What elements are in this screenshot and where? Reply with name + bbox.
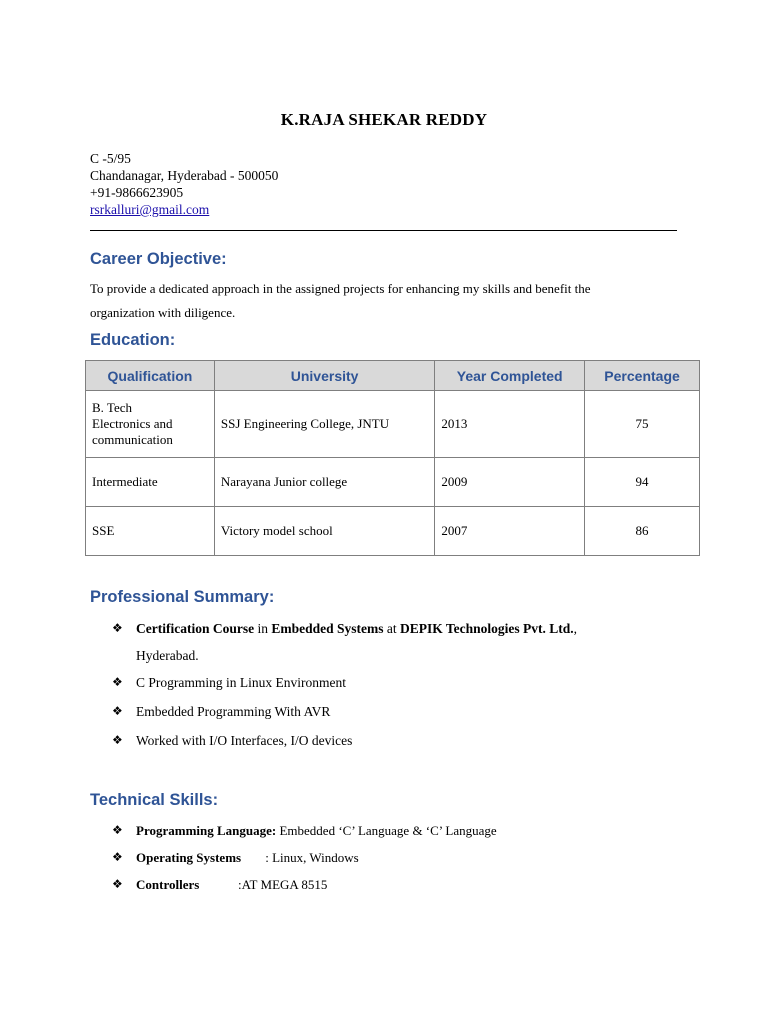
list-item xyxy=(112,844,497,871)
cell-year: 2007 xyxy=(435,507,585,556)
qualification-line: B. Tech xyxy=(92,400,133,415)
career-objective-heading: Career Objective: xyxy=(90,250,227,268)
table-header-row xyxy=(86,361,700,391)
cell-qualification: Intermediate xyxy=(86,458,215,507)
skill-value: :AT MEGA 8515 xyxy=(238,877,328,892)
contact-block xyxy=(90,150,278,218)
cell-year: 2009 xyxy=(435,458,585,507)
email-link[interactable]: rsrkalluri@gmail.com xyxy=(90,202,210,217)
skill-value: : Linux, Windows xyxy=(262,850,359,865)
professional-summary-heading: Professional Summary: xyxy=(90,588,275,606)
text-fragment: at xyxy=(383,621,400,636)
diamond-bullet-icon: ❖ xyxy=(112,704,123,718)
education-heading: Education: xyxy=(90,331,176,349)
cell-percentage: 75 xyxy=(585,391,700,458)
technical-skills-list xyxy=(112,817,497,898)
address-line-1: C -5/95 xyxy=(90,151,131,166)
list-item xyxy=(112,817,497,844)
embedded-systems-label: Embedded Systems xyxy=(271,621,384,636)
skill-label: Controllers xyxy=(136,877,200,892)
list-item xyxy=(112,697,577,726)
cell-year: 2013 xyxy=(435,391,585,458)
address-line-2: Chandanagar, Hyderabad - 500050 xyxy=(90,168,279,183)
summary-item-text: C Programming in Linux Environment xyxy=(136,675,346,690)
diamond-bullet-icon: ❖ xyxy=(112,621,123,635)
table-row xyxy=(86,458,700,507)
cell-university: SSJ Engineering College, JNTU xyxy=(214,391,434,458)
cell-university: Victory model school xyxy=(214,507,434,556)
career-objective-line-1: To provide a dedicated approach in the assigned projects for enhancing my skills and benefit the xyxy=(90,281,591,296)
cell-percentage: 86 xyxy=(585,507,700,556)
cell-percentage: 94 xyxy=(585,458,700,507)
list-item xyxy=(112,726,577,755)
qualification-line: Electronics and xyxy=(92,416,173,431)
header-university: University xyxy=(214,361,434,391)
education-table xyxy=(85,360,700,556)
summary-item-text: Embedded Programming With AVR xyxy=(136,704,331,719)
header-qualification: Qualification xyxy=(86,361,215,391)
diamond-bullet-icon: ❖ xyxy=(112,850,123,864)
header-year-completed: Year Completed xyxy=(435,361,585,391)
qualification-line: communication xyxy=(92,432,173,447)
diamond-bullet-icon: ❖ xyxy=(112,877,123,891)
professional-summary-list xyxy=(112,614,577,755)
cell-qualification: SSE xyxy=(86,507,215,556)
skill-label: Programming Language: xyxy=(136,823,277,838)
certification-label: Certification Course xyxy=(136,621,255,636)
table-row xyxy=(86,391,700,458)
career-objective-text xyxy=(90,277,690,325)
skill-value: Embedded ‘C’ Language & ‘C’ Language xyxy=(276,823,497,838)
company-name: DEPIK Technologies Pvt. Ltd. xyxy=(400,621,574,636)
diamond-bullet-icon: ❖ xyxy=(112,823,123,837)
list-item xyxy=(112,614,577,668)
candidate-name: K.RAJA SHEKAR REDDY xyxy=(280,110,488,129)
list-item xyxy=(112,871,497,898)
diamond-bullet-icon: ❖ xyxy=(112,675,123,689)
diamond-bullet-icon: ❖ xyxy=(112,733,123,747)
career-objective-line-2: organization with diligence. xyxy=(90,305,236,320)
header-percentage: Percentage xyxy=(585,361,700,391)
summary-item-text: Worked with I/O Interfaces, I/O devices xyxy=(136,733,353,748)
horizontal-divider xyxy=(90,230,677,231)
list-item xyxy=(112,668,577,697)
cell-qualification xyxy=(86,391,215,458)
table-row xyxy=(86,507,700,556)
text-fragment: , xyxy=(573,621,578,636)
text-fragment: in xyxy=(254,621,272,636)
skill-label: Operating Systems xyxy=(136,850,242,865)
company-city: Hyderabad. xyxy=(136,648,199,663)
technical-skills-heading: Technical Skills: xyxy=(90,791,219,809)
cell-university: Narayana Junior college xyxy=(214,458,434,507)
phone-number: +91-9866623905 xyxy=(90,185,184,200)
